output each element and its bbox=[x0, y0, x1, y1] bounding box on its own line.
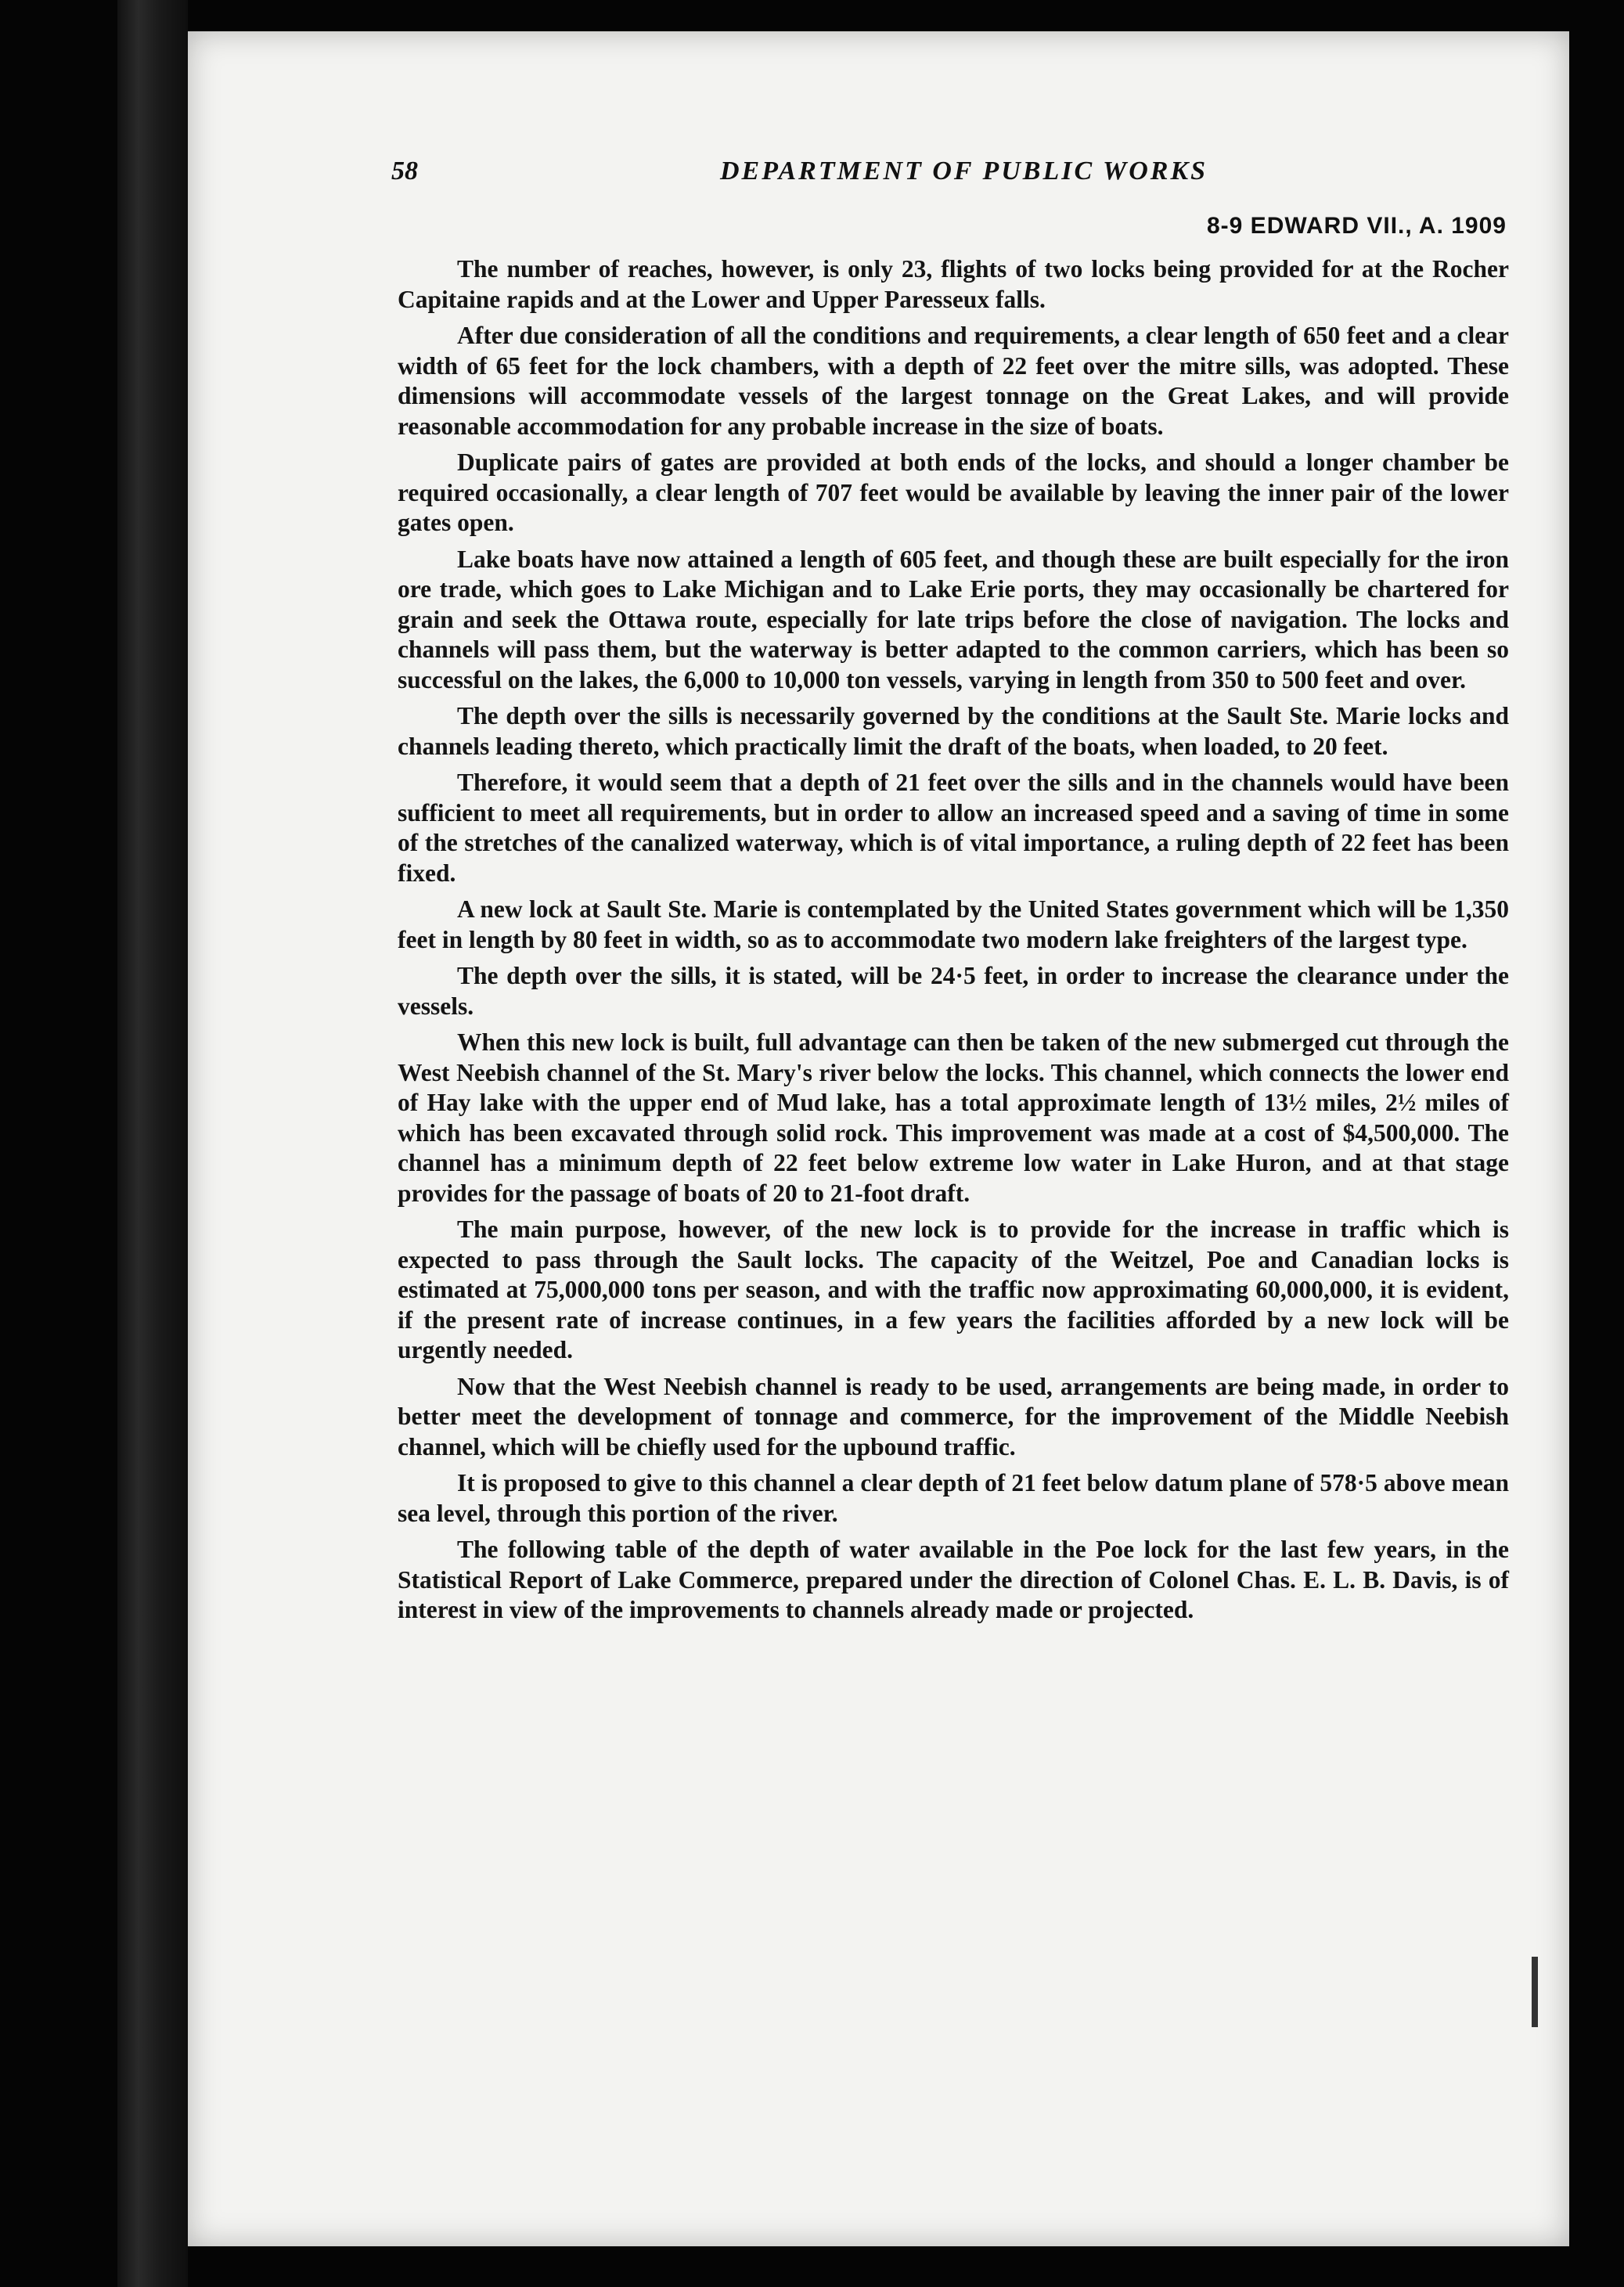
document-page bbox=[188, 31, 1569, 2246]
paragraph: Now that the West Neebish channel is ready to be used, arrangements are being made, in order to better meet the development of tonnage and commerce, for the improvement of the Middle Neebish channel, which will be chiefly used for the upbound traffic. bbox=[398, 1372, 1509, 1460]
paragraph: A new lock at Sault Ste. Marie is contemplated by the United States government which will be 1,350 feet in length by 80 feet in width, so as to accommodate two modern lake freighters of the largest type. bbox=[398, 895, 1509, 953]
page-number: 58 bbox=[391, 157, 418, 185]
running-head bbox=[188, 157, 1569, 203]
paragraph: When this new lock is built, full advantage can then be taken of the new submerged cut through the West Neebish channel of the St. Mary's river below the locks. This channel, which connects the lower end of Hay lake with the upper end of Mud lake, has a total approximate length of 13½ miles, 2½ miles of which has been excavated through solid rock. This improvement was made at a cost of $4,500,000. The channel has a minimum depth of 22 feet below extreme low water in Lake Huron, and at that stage provides for the passage of boats of 20 to 21-foot draft. bbox=[398, 1028, 1509, 1207]
paragraph: It is proposed to give to this channel a clear depth of 21 feet below datum plane of 578·5 above mean sea level, through this portion of the river. bbox=[398, 1469, 1509, 1527]
page-edge-strip bbox=[117, 0, 188, 2287]
session-line: 8-9 EDWARD VII., A. 1909 bbox=[1206, 213, 1507, 239]
department-title: DEPARTMENT OF PUBLIC WORKS bbox=[720, 157, 1208, 185]
body-text bbox=[398, 254, 1509, 1632]
paragraph: The number of reaches, however, is only 23, flights of two locks being provided for at the Rocher Capitaine rapids and at the Lower and Upper Paresseux falls. bbox=[398, 255, 1509, 313]
paragraph: Lake boats have now attained a length of 605 feet, and though these are built especially for the iron ore trade, which goes to Lake Michigan and to Lake Erie ports, they may occasionally be chartered for grain and seek the Ottawa route, especially for late trips before the close of navigation. The locks and channels will pass them, but the waterway is better adapted to the common carriers, which has been so successful on the lakes, the 6,000 to 10,000 ton vessels, varying in length from 350 to 500 feet and over. bbox=[398, 545, 1509, 693]
paragraph: The following table of the depth of water available in the Poe lock for the last few years, in the Statistical Report of Lake Commerce, prepared under the direction of Colonel Chas. E. L. B. Davis, is of interest in view of the improvements to channels already made or projected. bbox=[398, 1536, 1509, 1623]
film-scratch-mark bbox=[1532, 1957, 1538, 2027]
paragraph: The depth over the sills is necessarily governed by the conditions at the Sault Ste. Marie locks and channels leading thereto, which practically limit the draft of the boats, when loaded, to 20 feet. bbox=[398, 702, 1509, 760]
paragraph: The depth over the sills, it is stated, will be 24·5 feet, in order to increase the clearance under the vessels. bbox=[398, 962, 1509, 1020]
paragraph: Duplicate pairs of gates are provided at both ends of the locks, and should a longer chamber be required occasionally, a clear length of 707 feet would be available by leaving the inner pair of the lower gates open. bbox=[398, 448, 1509, 536]
paragraph: Therefore, it would seem that a depth of 21 feet over the sills and in the channels would have been sufficient to meet all requirements, but in order to allow an increased speed and a saving of time in some of the stretches of the canalized waterway, which is of vital importance, a ruling depth of 22 feet has been fixed. bbox=[398, 769, 1509, 887]
paragraph: After due consideration of all the conditions and requirements, a clear length of 650 feet and a clear width of 65 feet for the lock chambers, with a depth of 22 feet over the mitre sills, was adopted. These dimensions will accommodate vessels of the largest tonnage on the Great Lakes, and will provide reasonable accommodation for any probable increase in the size of boats. bbox=[398, 322, 1509, 440]
paragraph: The main purpose, however, of the new lock is to provide for the increase in traffic which is expected to pass through the Sault locks. The capacity of the Weitzel, Poe and Canadian locks is estimated at 75,000,000 tons per season, and with the traffic now approximating 60,000,000, it is evident, if the present rate of increase continues, in a few years the facilities afforded by a new lock will be urgently needed. bbox=[398, 1216, 1509, 1363]
